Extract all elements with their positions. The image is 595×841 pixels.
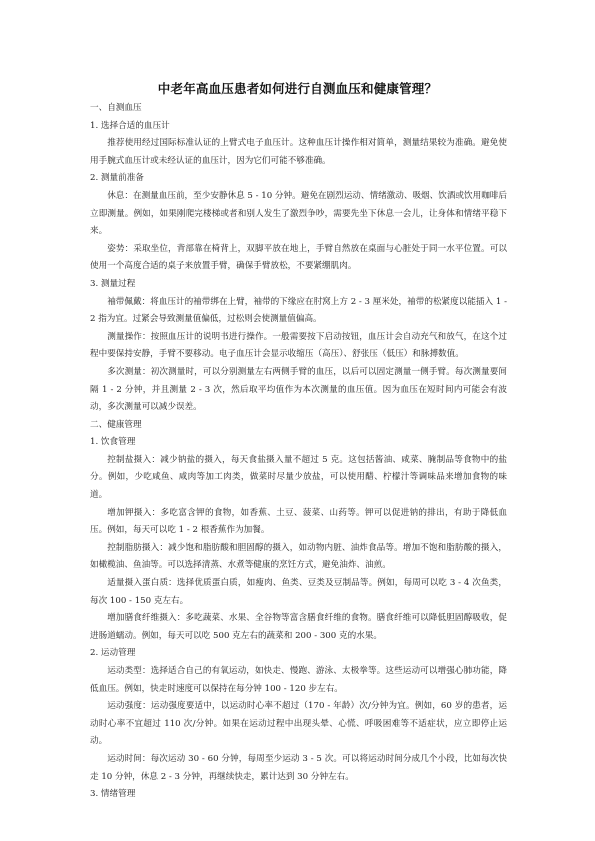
section-heading: 3. 测量过程 <box>90 278 136 289</box>
body-paragraph: 增加钾摄入：多吃富含钾的食物，如香蕉、土豆、菠菜、山药等。钾可以促进钠的排出，有助于降低血压。例如，每天可以吃 1 - 2 根香蕉作为加餐。 <box>90 507 507 536</box>
section-heading: 1. 选择合适的血压计 <box>90 120 170 131</box>
body-paragraph: 运动强度：运动强度要适中，以运动时心率不超过（170 - 年龄）次/分钟为宜。例如，60 岁的患者，运动时心率不宜超过 110 次/分钟。如果在运动过程中出现头晕、心慌、呼吸困难等不适症状，应立即停止运动。 <box>90 701 507 747</box>
body-paragraph: 测量操作：按照血压计的说明书进行操作。一般需要按下启动按钮，血压计会自动充气和放气，在这个过程中要保持安静，手臂不要移动。电子血压计会显示收缩压（高压）、舒张压（低压）和脉搏数值。 <box>90 331 507 360</box>
document-body <box>90 100 507 804</box>
section-heading: 1. 饮食管理 <box>90 437 136 448</box>
section-heading: 2. 运动管理 <box>90 648 136 659</box>
body-paragraph: 姿势：采取坐位，背部靠在椅背上，双脚平放在地上，手臂自然放在桌面与心脏处于同一水平位置。可以使用一个高度合适的桌子来放置手臂，确保手臂放松，不要紧绷肌肉。 <box>90 243 507 272</box>
body-paragraph: 推荐使用经过国际标准认证的上臂式电子血压计。这种血压计操作相对简单，测量结果较为准确。避免使用手腕式血压计或未经认证的血压计，因为它们可能不够准确。 <box>90 138 507 166</box>
section-heading: 一、自测血压 <box>90 103 142 113</box>
body-paragraph: 袖带佩戴：将血压计的袖带绑在上臂，袖带的下缘应在肘窝上方 2 - 3 厘米处，袖带的松紧度以能插入 1 - 2 指为宜。过紧会导致测量值偏低，过松则会使测量值偏高。 <box>90 296 507 325</box>
body-paragraph: 休息：在测量血压前，至少安静休息 5 - 10 分钟。避免在剧烈运动、情绪激动、吸烟、饮酒或饮用咖啡后立即测量。例如，如果刚爬完楼梯或者和别人发生了激烈争吵，需要先坐下休息一会儿，让身体和情绪平稳下来。 <box>90 190 507 237</box>
section-heading: 3. 情绪管理 <box>90 789 136 800</box>
body-paragraph: 运动类型：选择适合自己的有氧运动，如快走、慢跑、游泳、太极拳等。这些运动可以增强心肺功能，降低血压。例如，快走时速度可以保持在每分钟 100 - 120 步左右。 <box>90 666 507 694</box>
body-paragraph: 增加膳食纤维摄入：多吃蔬菜、水果、全谷物等富含膳食纤维的食物。膳食纤维可以降低胆固醇吸收，促进肠道蠕动。例如，每天可以吃 500 克左右的蔬菜和 200 - 300 克的水果。 <box>90 613 507 641</box>
section-heading: 二、健康管理 <box>90 419 142 430</box>
body-paragraph: 控制盐摄入：减少钠盐的摄入，每天食盐摄入量不超过 5 克。这包括酱油、咸菜、腌制品等食物中的盐分。例如，少吃咸鱼、咸肉等加工肉类，做菜时尽量少放盐，可以使用醋、柠檬汁等调味品来增加食物的味道。 <box>90 454 507 501</box>
document-title: 中老年高血压患者如何进行自测血压和健康管理？ <box>157 81 438 96</box>
body-paragraph: 适量摄入蛋白质：选择优质蛋白质，如瘦肉、鱼类、豆类及豆制品等。例如，每周可以吃 3 - 4 次鱼类，每次 100 - 150 克左右。 <box>90 578 507 606</box>
body-paragraph: 运动时间：每次运动 30 - 60 分钟，每周至少运动 3 - 5 次。可以将运动时间分成几个小段，比如每次快走 10 分钟，休息 2 - 3 分钟，再继续快走，累计达到 30 分钟左右。 <box>90 753 507 782</box>
body-paragraph: 多次测量：初次测量时，可以分别测量左右两侧手臂的血压，以后可以固定测量一侧手臂。每次测量要间隔 1 - 2 分钟，并且测量 2 - 3 次，然后取平均值作为本次测量的血压值。因为血压在短时间内可能会有波动，多次测量可以减少误差。 <box>90 366 507 413</box>
body-paragraph: 控制脂肪摄入：减少饱和脂肪酸和胆固醇的摄入，如动物内脏、油炸食品等。增加不饱和脂肪酸的摄入，如橄榄油、鱼油等。可以选择清蒸、水煮等健康的烹饪方式，避免油炸、油煎。 <box>90 542 507 571</box>
section-heading: 2. 测量前准备 <box>90 173 144 184</box>
